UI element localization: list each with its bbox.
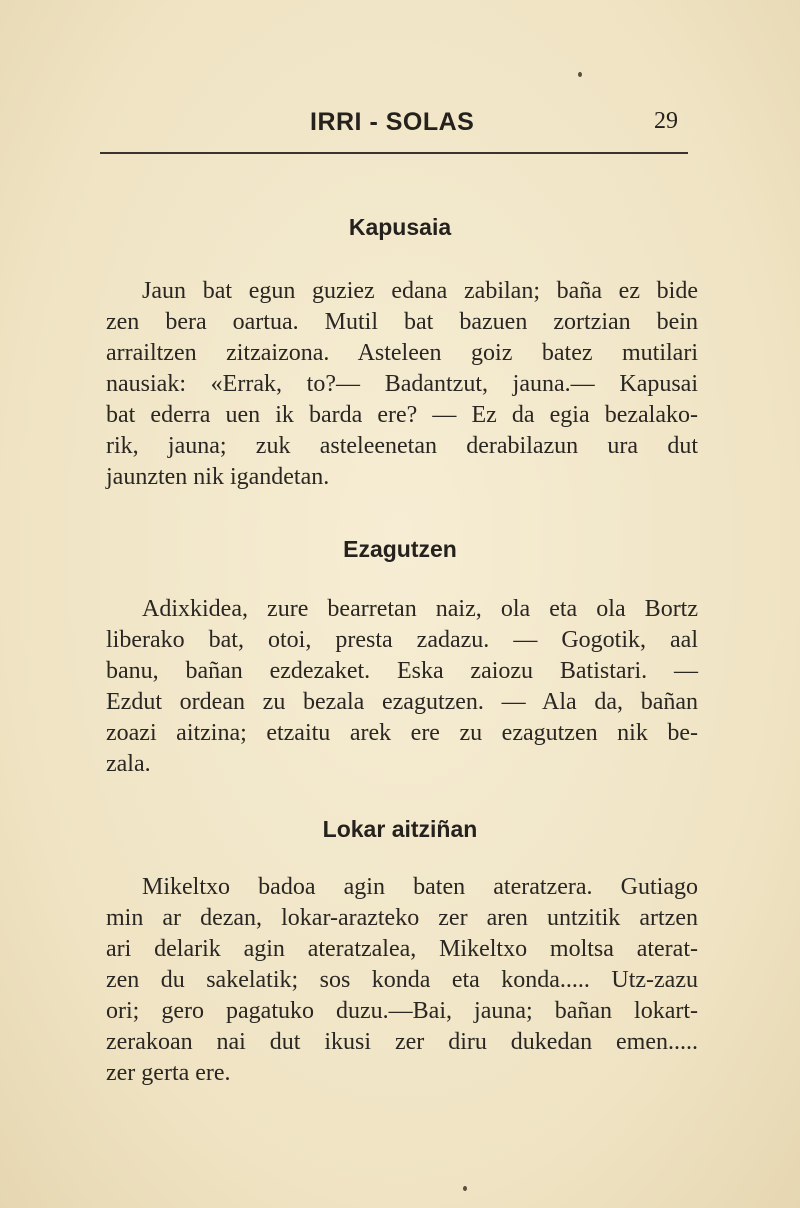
text-line: zen bera oartua. Mutil bat bazuen zortzian bein xyxy=(106,309,698,335)
running-title: IRRI - SOLAS xyxy=(310,108,475,136)
text-line: jaunzten nik igandetan. xyxy=(106,464,330,490)
text-line: banu, bañan ezdezaket. Eska zaiozu Batistari. — xyxy=(106,658,698,684)
text-line: bat ederra uen ik barda ere? — Ez da egia bezalako- xyxy=(106,402,698,428)
text-line: zerakoan nai dut ikusi zer diru dukedan emen..... xyxy=(106,1029,698,1055)
text-line: Mikeltxo badoa agin baten ateratzera. Gutiago xyxy=(142,874,698,900)
text-line: zen du sakelatik; sos konda eta konda..... Utz-zazu xyxy=(106,967,698,993)
section-title-ezagutzen: Ezagutzen xyxy=(343,536,457,562)
text-line: Adixkidea, zure bearretan naiz, ola eta ola Bortz xyxy=(142,596,698,622)
text-line: Ezdut ordean zu bezala ezagutzen. — Ala da, bañan xyxy=(106,689,698,715)
text-line: min ar dezan, lokar-arazteko zer aren untzitik artzen xyxy=(106,905,698,931)
section-title-lokar-aitzinan: Lokar aitziñan xyxy=(322,816,478,842)
header-rule xyxy=(100,152,688,154)
text-line: ari delarik agin ateratzalea, Mikeltxo moltsa aterat- xyxy=(106,936,698,962)
section-text-ezagutzen xyxy=(106,594,698,780)
text-line: rik, jauna; zuk asteleenetan derabilazun ura dut xyxy=(106,433,698,459)
paper-speck xyxy=(578,72,582,77)
text-line: zala. xyxy=(106,751,151,777)
page-number: 29 xyxy=(654,108,678,134)
section-title-kapusaia: Kapusaia xyxy=(348,214,452,240)
paper-speck xyxy=(463,1186,467,1191)
text-line: nausiak: «Errak, to?— Badantzut, jauna.— Kapusai xyxy=(106,371,698,397)
running-head xyxy=(100,108,688,140)
text-line: arrailtzen zitzaizona. Asteleen goiz batez mutilari xyxy=(106,340,698,366)
text-line: ori; gero pagatuko duzu.—Bai, jauna; bañan lokart- xyxy=(106,998,698,1024)
text-line: zoazi aitzina; etzaitu arek ere zu ezagutzen nik be- xyxy=(106,720,698,746)
text-line: liberako bat, otoi, presta zadazu. — Gogotik, aal xyxy=(106,627,698,653)
text-line: zer gerta ere. xyxy=(106,1060,231,1086)
section-text-kapusaia xyxy=(106,276,698,493)
section-text-lokar-aitzinan xyxy=(106,872,698,1089)
text-line: Jaun bat egun guziez edana zabilan; baña ez bide xyxy=(142,278,698,304)
